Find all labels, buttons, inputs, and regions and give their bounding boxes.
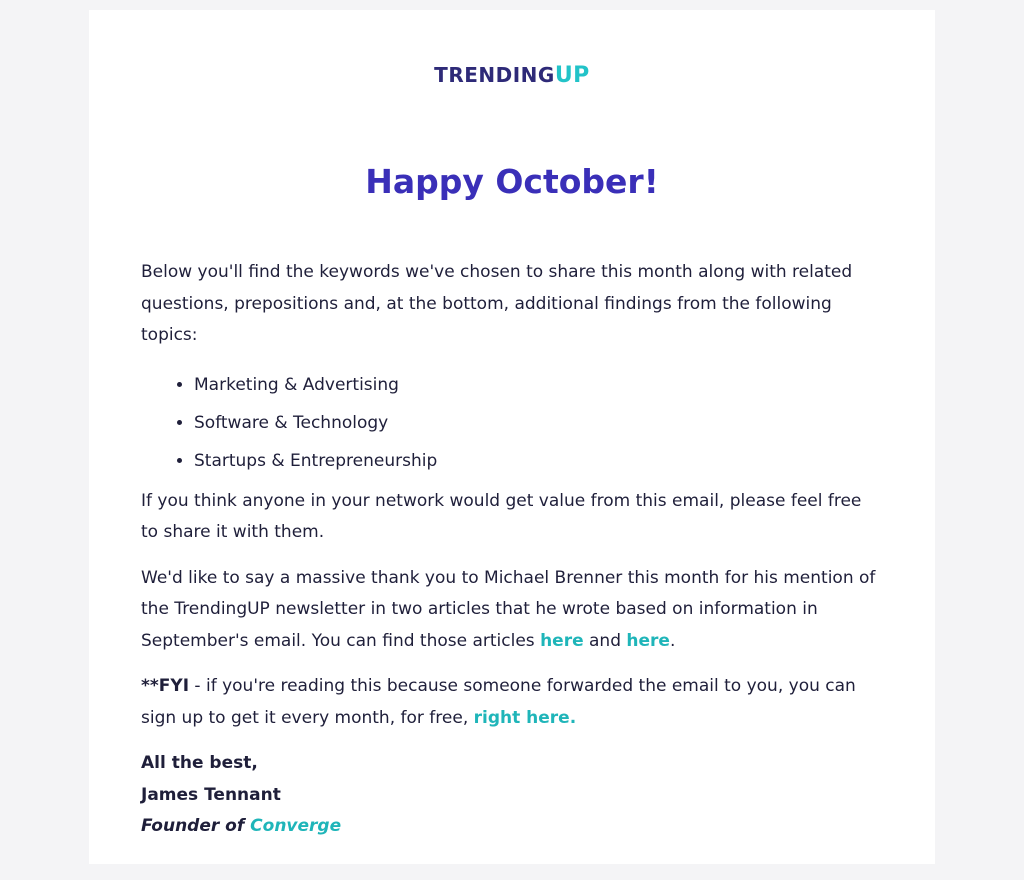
article-link-1[interactable]: here — [540, 630, 584, 651]
signature-role — [141, 811, 881, 843]
headline: Happy October! — [365, 162, 659, 201]
trendingup-logo[interactable] — [89, 60, 935, 91]
company-link[interactable]: Converge — [250, 816, 342, 836]
topic-item: • Startups & Entrepreneurship — [194, 442, 881, 480]
email-card — [89, 10, 935, 864]
signature — [141, 748, 881, 843]
topic-item: • Marketing & Advertising — [194, 366, 881, 404]
article-link-2[interactable]: here — [626, 630, 670, 651]
intro-paragraph: Below you'll find the keywords we've chosen to share this month along with related questions, prepositions and, at the bottom, additional findings from the following topics: — [141, 262, 853, 345]
signature-role-prefix: Founder of — [141, 816, 251, 836]
fyi-text: - if you're reading this because someone forwarded the email to you, you can sign up to get it every month, for free, — [141, 676, 856, 728]
signature-closing: All the best, — [141, 753, 258, 773]
thanks-between: and — [583, 630, 627, 651]
topics-list — [141, 366, 881, 480]
fyi-paragraph — [141, 671, 881, 734]
share-paragraph: If you think anyone in your network would get value from this email, please feel free to share it with them. — [141, 490, 862, 542]
topic-item: • Software & Technology — [194, 404, 881, 442]
logo-up-text: UP — [554, 63, 590, 88]
thanks-text: We'd like to say a massive thank you to Michael Brenner this month for his mention of the TrendingUP newsletter in two articles that he wrote based on information in September's email. You can find those articles — [141, 567, 876, 651]
logo-trend-text: TRENDING — [434, 63, 555, 87]
signup-link[interactable]: right here. — [473, 707, 577, 728]
thanks-paragraph — [141, 563, 881, 658]
email-body — [141, 257, 881, 843]
thanks-end: . — [669, 630, 676, 651]
signature-name: James Tennant — [141, 784, 281, 805]
fyi-label: **FYI — [141, 676, 190, 696]
